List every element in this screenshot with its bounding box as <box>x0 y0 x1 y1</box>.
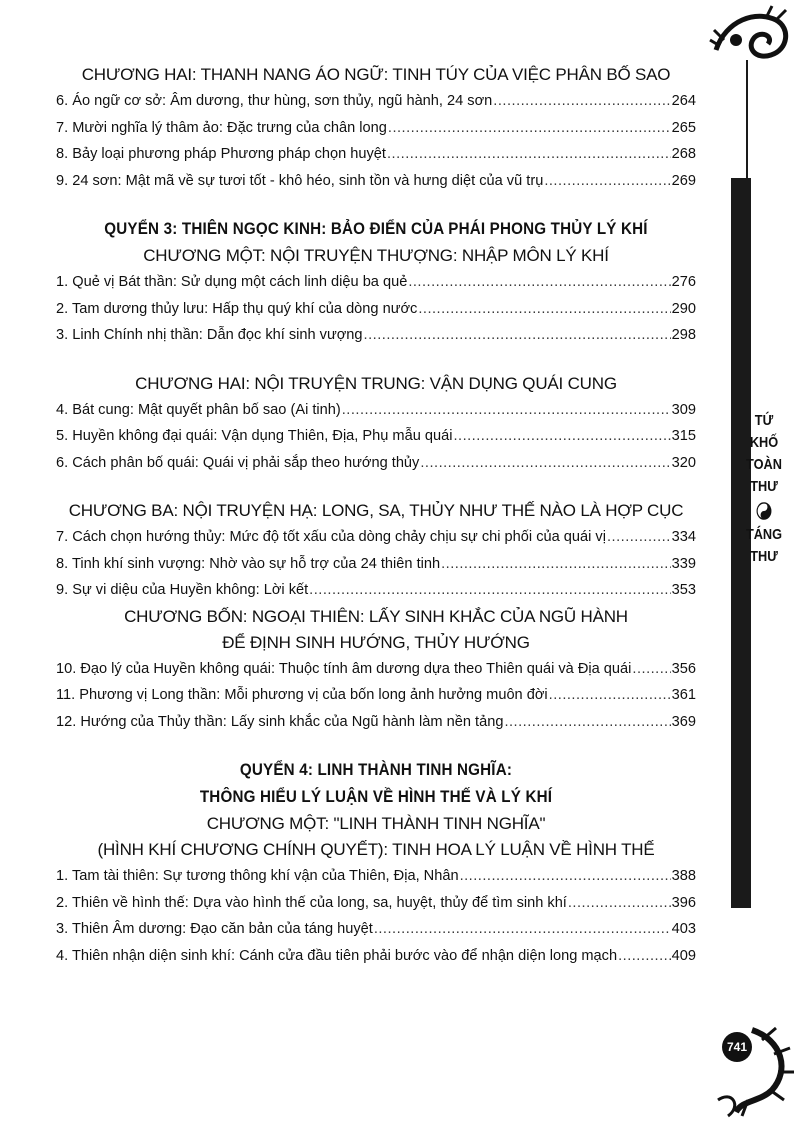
toc-entry <box>56 577 696 604</box>
entry-page: 264 <box>671 93 696 109</box>
toc-entry <box>56 141 696 168</box>
dot-leader <box>618 943 671 970</box>
dot-leader <box>549 682 671 709</box>
entry-page: 268 <box>671 146 696 162</box>
dot-leader <box>418 296 670 323</box>
entry-title: 7. Mười nghĩa lý thâm ảo: Đặc trưng của chân long <box>56 119 387 136</box>
toc-entry <box>56 115 696 142</box>
entry-title: 2. Tam dương thủy lưu: Hấp thụ quý khí của dòng nước <box>56 300 418 317</box>
dot-leader <box>441 551 671 578</box>
entry-page: 361 <box>671 687 696 703</box>
entry-page: 356 <box>671 660 696 677</box>
entry-page: 396 <box>671 894 696 911</box>
chapter-heading-line2: (HÌNH KHÍ CHƯƠNG CHÍNH QUYẾT): TINH HOA LÝ LUẬN VỀ HÌNH THẾ <box>97 840 655 859</box>
book-heading: QUYỂN 4: LINH THÀNH TINH NGHĨA: <box>239 761 513 779</box>
entry-page: 334 <box>671 529 696 545</box>
entry-title: 1. Quẻ vị Bát thần: Sử dụng một cách linh diệu ba quẻ <box>56 274 408 290</box>
dot-leader <box>460 863 671 890</box>
entry-title: 6. Áo ngữ cơ sở: Âm dương, thư hùng, sơn thủy, ngũ hành, 24 sơn <box>56 93 493 109</box>
entry-title: 9. Sự vi diệu của Huyền không: Lời kết <box>56 582 309 598</box>
dot-leader <box>493 88 670 115</box>
entry-page: 409 <box>671 947 696 964</box>
dot-leader <box>408 269 670 296</box>
toc-entry <box>56 450 696 477</box>
dot-leader <box>544 168 670 195</box>
entry-page: 353 <box>671 582 696 598</box>
entry-title: 1. Tam tài thiên: Sự tương thông khí vận của Thiên, Địa, Nhân <box>56 868 459 884</box>
side-book-title <box>740 410 788 568</box>
chapter-entries <box>56 88 696 194</box>
entry-title: 2. Thiên về hình thế: Dựa vào hình thế của long, sa, huyệt, thủy để tìm sinh khí <box>56 894 567 911</box>
side-title-line: TOÀN <box>746 456 782 473</box>
side-title-line: THƯ <box>750 548 778 565</box>
chapter-heading: CHƯƠNG HAI: THANH NANG ÁO NGỮ: TINH TÚY CỦA VIỆC PHÂN BỐ SAO <box>81 65 671 84</box>
toc-entry <box>56 682 696 709</box>
chapter-heading: CHƯƠNG HAI: NỘI TRUYỆN TRUNG: VẬN DỤNG QUÁI CUNG <box>135 373 617 393</box>
toc-entry <box>56 88 696 115</box>
entry-page: 276 <box>671 274 696 290</box>
book-heading-line2: THÔNG HIỂU LÝ LUẬN VỀ HÌNH THẾ VÀ LÝ KHÍ <box>199 788 553 806</box>
entry-page: 309 <box>671 401 696 418</box>
entry-page: 320 <box>671 454 696 471</box>
toc-entry <box>56 397 696 424</box>
dot-leader <box>309 577 670 604</box>
toc-entry <box>56 916 696 943</box>
entry-title: 6. Cách phân bố quái: Quái vị phải sắp theo hướng thủy <box>56 454 420 471</box>
entry-page: 290 <box>671 300 696 317</box>
side-title-line: TÁNG <box>745 526 783 543</box>
dot-leader <box>420 450 670 477</box>
page-number: 741 <box>722 1032 752 1062</box>
top-vertical-line <box>746 60 748 180</box>
dot-leader <box>342 397 671 424</box>
chapter-heading-line2: ĐỂ ĐỊNH SINH HƯỚNG, THỦY HƯỚNG <box>222 632 530 652</box>
chapter-heading: CHƯƠNG MỘT: NỘI TRUYỆN THƯỢNG: NHẬP MÔN LÝ KHÍ <box>143 246 609 265</box>
dot-leader <box>387 141 671 168</box>
entry-title: 8. Tinh khí sinh vượng: Nhờ vào sự hỗ trợ của 24 thiên tinh <box>56 555 441 572</box>
chapter-heading: CHƯƠNG MỘT: "LINH THÀNH TINH NGHĨA" <box>206 814 546 833</box>
entry-page: 369 <box>671 713 696 730</box>
dot-leader <box>388 115 671 142</box>
entry-page: 388 <box>671 868 696 884</box>
entry-title: 10. Đạo lý của Huyền không quái: Thuộc tính âm dương dựa theo Thiên quái và Địa quái <box>56 660 632 677</box>
toc-entry <box>56 551 696 578</box>
dot-leader <box>607 524 671 551</box>
dot-leader <box>568 890 671 917</box>
dragon-top-icon <box>706 0 796 70</box>
toc-entry <box>56 890 696 917</box>
yin-yang-icon <box>756 502 771 520</box>
side-title-line: KHỐ <box>749 434 779 451</box>
entry-title: 11. Phương vị Long thần: Mỗi phương vị của bốn long ảnh hưởng muôn đời <box>56 687 548 703</box>
toc-entry <box>56 168 696 195</box>
dot-leader <box>453 423 670 450</box>
toc-entry <box>56 943 696 970</box>
entry-page: 298 <box>671 327 696 343</box>
entry-title: 4. Thiên nhận diện sinh khí: Cánh cửa đầu tiên phải bước vào để nhận diện long mạch <box>56 947 618 964</box>
toc-entry <box>56 296 696 323</box>
chapter-heading: CHƯƠNG BA: NỘI TRUYỆN HẠ: LONG, SA, THỦY NHƯ THẾ NÀO LÀ HỢP CỤC <box>68 501 684 520</box>
toc-entry <box>56 656 696 683</box>
entry-page: 265 <box>671 119 696 136</box>
entry-page: 269 <box>671 172 696 189</box>
toc-entry <box>56 524 696 551</box>
toc-entry <box>56 863 696 890</box>
toc-entry <box>56 423 696 450</box>
entry-title: 12. Hướng của Thủy thần: Lấy sinh khắc của Ngũ hành làm nền tảng <box>56 713 504 730</box>
entry-title: 8. Bảy loại phương pháp Phương pháp chọn huyệt <box>56 146 386 162</box>
side-title-line: TỨ <box>754 412 774 429</box>
entry-page: 339 <box>671 555 696 572</box>
dot-leader <box>374 916 671 943</box>
chapter-heading: CHƯƠNG BỐN: NGOẠI THIÊN: LẤY SINH KHẮC CỦA NGŨ HÀNH <box>124 606 628 626</box>
entry-title: 5. Huyền không đại quái: Vận dụng Thiên, Địa, Phụ mẫu quái <box>56 428 453 444</box>
entry-title: 3. Linh Chính nhị thần: Dẫn đọc khí sinh vượng <box>56 327 363 343</box>
toc-entry <box>56 709 696 736</box>
table-of-contents <box>56 62 696 969</box>
dot-leader <box>504 709 670 736</box>
book-heading: QUYỂN 3: THIÊN NGỌC KINH: BẢO ĐIỂN CỦA PHÁI PHONG THỦY LÝ KHÍ <box>104 220 648 238</box>
entry-title: 3. Thiên Âm dương: Đạo căn bản của táng huyệt <box>56 921 373 937</box>
toc-entry <box>56 269 696 296</box>
entry-title: 9. 24 sơn: Mật mã về sự tươi tốt - khô héo, sinh tồn và hưng diệt của vũ trụ <box>56 172 544 189</box>
entry-title: 4. Bát cung: Mật quyết phân bố sao (Ai tinh) <box>56 401 341 418</box>
entry-title: 7. Cách chọn hướng thủy: Mức độ tốt xấu của dòng chảy chịu sự chi phối của quái vị <box>56 529 606 545</box>
toc-entry <box>56 322 696 349</box>
entry-page: 315 <box>671 428 696 444</box>
side-title-line: THƯ <box>750 478 778 495</box>
dot-leader <box>632 656 670 683</box>
dot-leader <box>364 322 671 349</box>
dragon-bottom-icon <box>712 1020 797 1120</box>
entry-page: 403 <box>671 921 696 937</box>
